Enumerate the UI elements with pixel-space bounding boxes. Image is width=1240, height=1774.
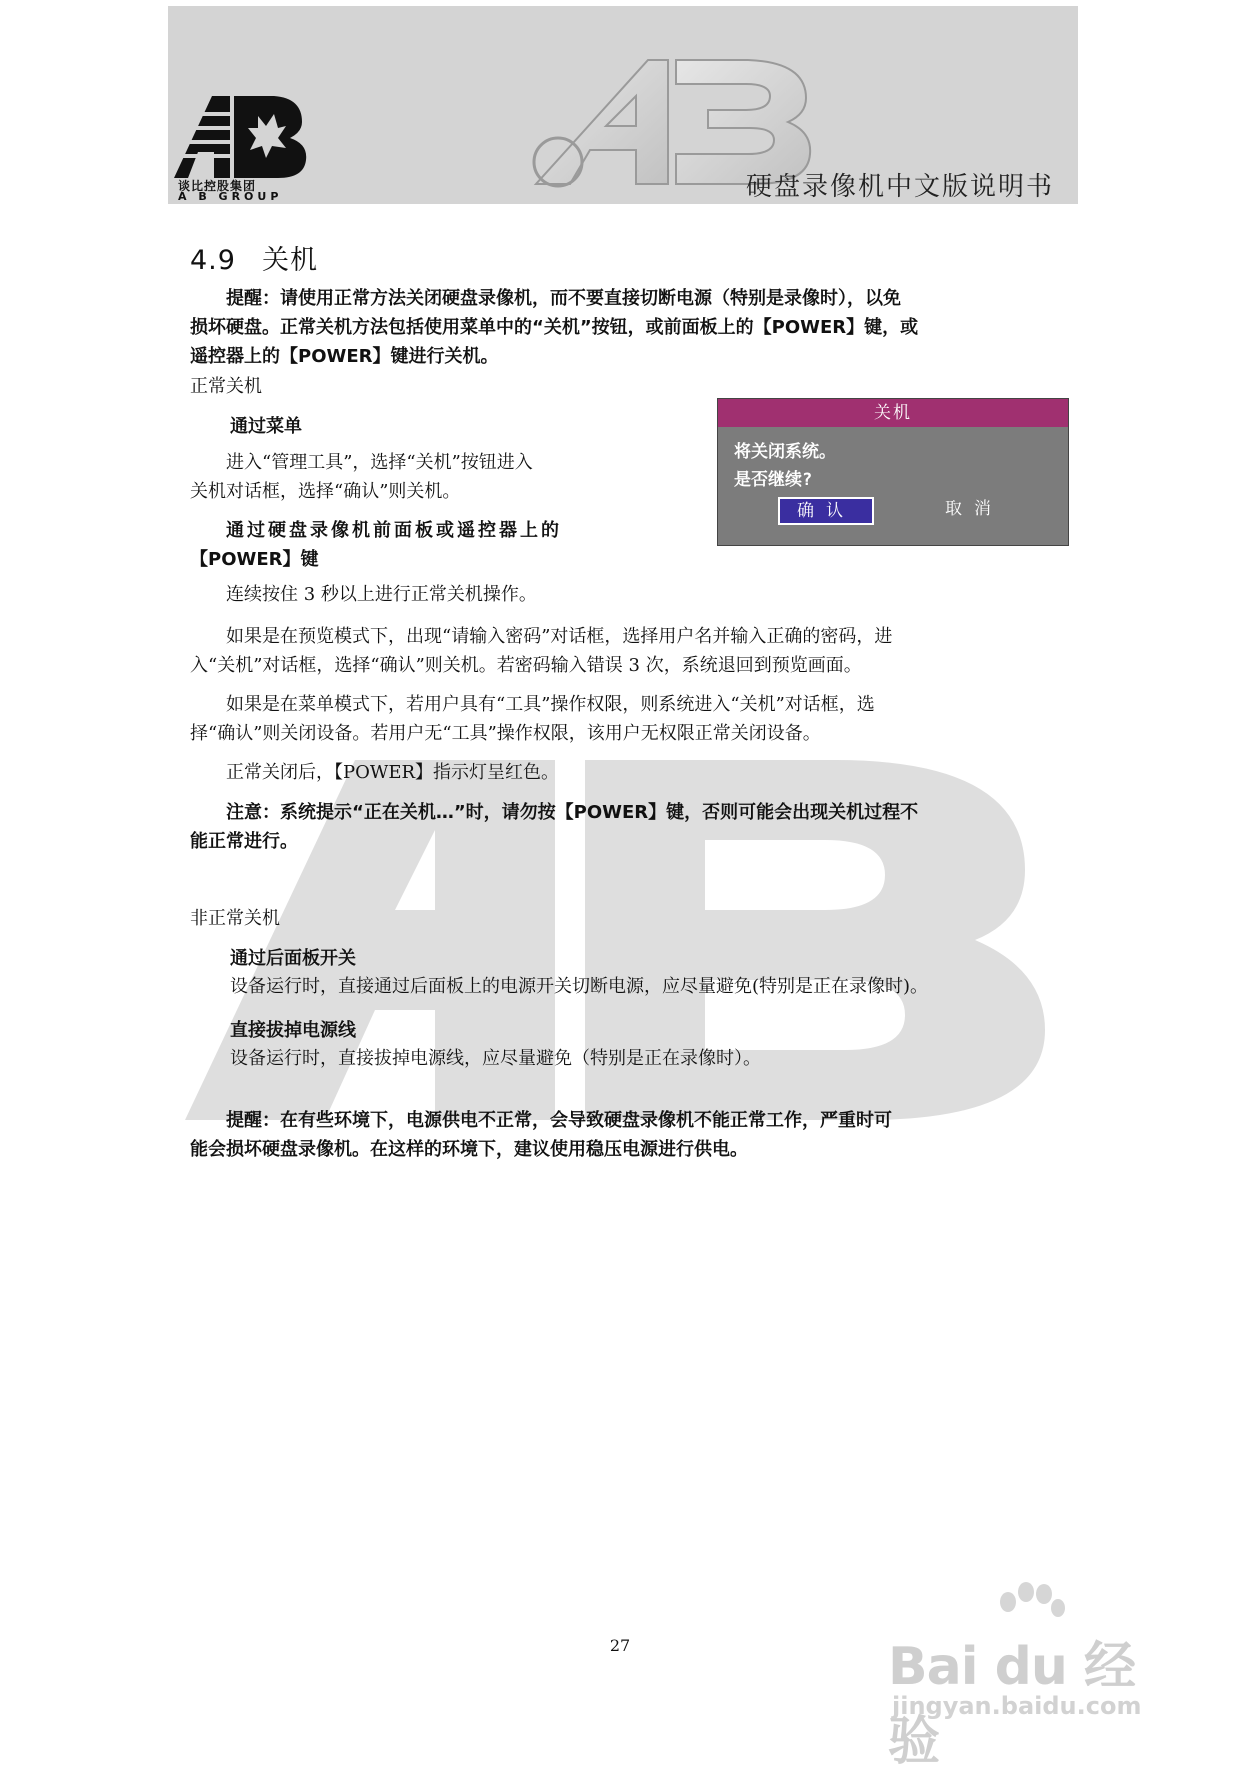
cancel-button[interactable]: 取消 — [945, 499, 1003, 519]
preview-mode-paragraph: 如果是在预览模式下，出现“请输入密码”对话框，选择用户名并输入正确的密码，进 入“关机”对话框，选择“确认”则关机。若密码输入错误 3 次，系统退回到预览画面。 — [190, 626, 893, 676]
confirm-button[interactable]: 确认 — [778, 497, 874, 525]
section-number: 4.9 — [190, 245, 236, 276]
logo-chinese-name: 谈比控股集团 — [178, 179, 257, 193]
reminder-paragraph-2: 提醒：在有些环境下，电源供电不正常，会导致硬盘录像机不能正常工作，严重时可 能会损坏硬盘录像机。在这样的环境下，建议使用稳压电源进行供电。 — [190, 1110, 892, 1160]
dialog-title: 关机 — [718, 399, 1068, 427]
rear-panel-text: 设备运行时，直接通过后面板上的电源开关切断电源，应尽量避免(特别是正在录像时)。 — [230, 976, 929, 997]
ab-group-logo — [174, 92, 322, 204]
dialog-message-1: 将关闭系统。 — [734, 442, 836, 462]
indicator-text: 正常关闭后，【POWER】指示灯呈红色。 — [226, 762, 560, 783]
abnormal-shutdown-heading: 非正常关机 — [190, 908, 280, 929]
unplug-heading: 直接拔掉电源线 — [230, 1020, 356, 1041]
shutdown-dialog — [717, 398, 1069, 546]
unplug-text: 设备运行时，直接拔掉电源线，应尽量避免（特别是正在录像时）。 — [230, 1048, 761, 1069]
via-menu-heading: 通过菜单 — [230, 416, 302, 437]
menu-mode-paragraph: 如果是在菜单模式下，若用户具有“工具”操作权限，则系统进入“关机”对话框，选 择“确认”则关闭设备。若用户无“工具”操作权限，该用户无权限正常关闭设备。 — [190, 694, 875, 744]
baidu-brand: Bai du 经验 — [888, 1637, 1135, 1772]
normal-shutdown-heading: 正常关机 — [190, 376, 262, 397]
reminder-paragraph-1: 提醒：请使用正常方法关闭硬盘录像机，而不要直接切断电源（特别是录像时），以免 损坏硬盘。正常关机方法包括使用菜单中的“关机”按钮，或前面板上的【POWER】键，或 遥控器上的【POWER】键进行关机。 — [190, 288, 919, 367]
section-title: 关机 — [261, 245, 318, 276]
via-panel-heading: 通过硬盘录像机前面板或遥控器上的 【POWER】键 — [190, 520, 562, 570]
manual-title: 硬盘录像机中文版说明书 — [745, 172, 1054, 202]
page-header — [168, 6, 1078, 204]
dialog-message-2: 是否继续? — [734, 470, 813, 490]
note-paragraph: 注意：系统提示“正在关机…”时，请勿按【POWER】键，否则可能会出现关机过程不 能正常进行。 — [190, 802, 919, 852]
via-menu-paragraph: 进入“管理工具”，选择“关机”按钮进入 关机对话框，选择“确认”则关机。 — [190, 452, 533, 502]
ab-logo-icon — [174, 92, 322, 180]
logo-english-name: A B GROUP — [178, 190, 283, 203]
baidu-watermark — [878, 1580, 1178, 1772]
rear-panel-heading: 通过后面板开关 — [230, 948, 356, 969]
section-heading — [190, 238, 318, 277]
page-number: 27 — [609, 1636, 631, 1655]
paw-icon — [988, 1580, 1078, 1630]
hold-button-text: 连续按住 3 秒以上进行正常关机操作。 — [226, 584, 537, 605]
baidu-url: jingyan.baidu.com — [892, 1692, 1142, 1720]
